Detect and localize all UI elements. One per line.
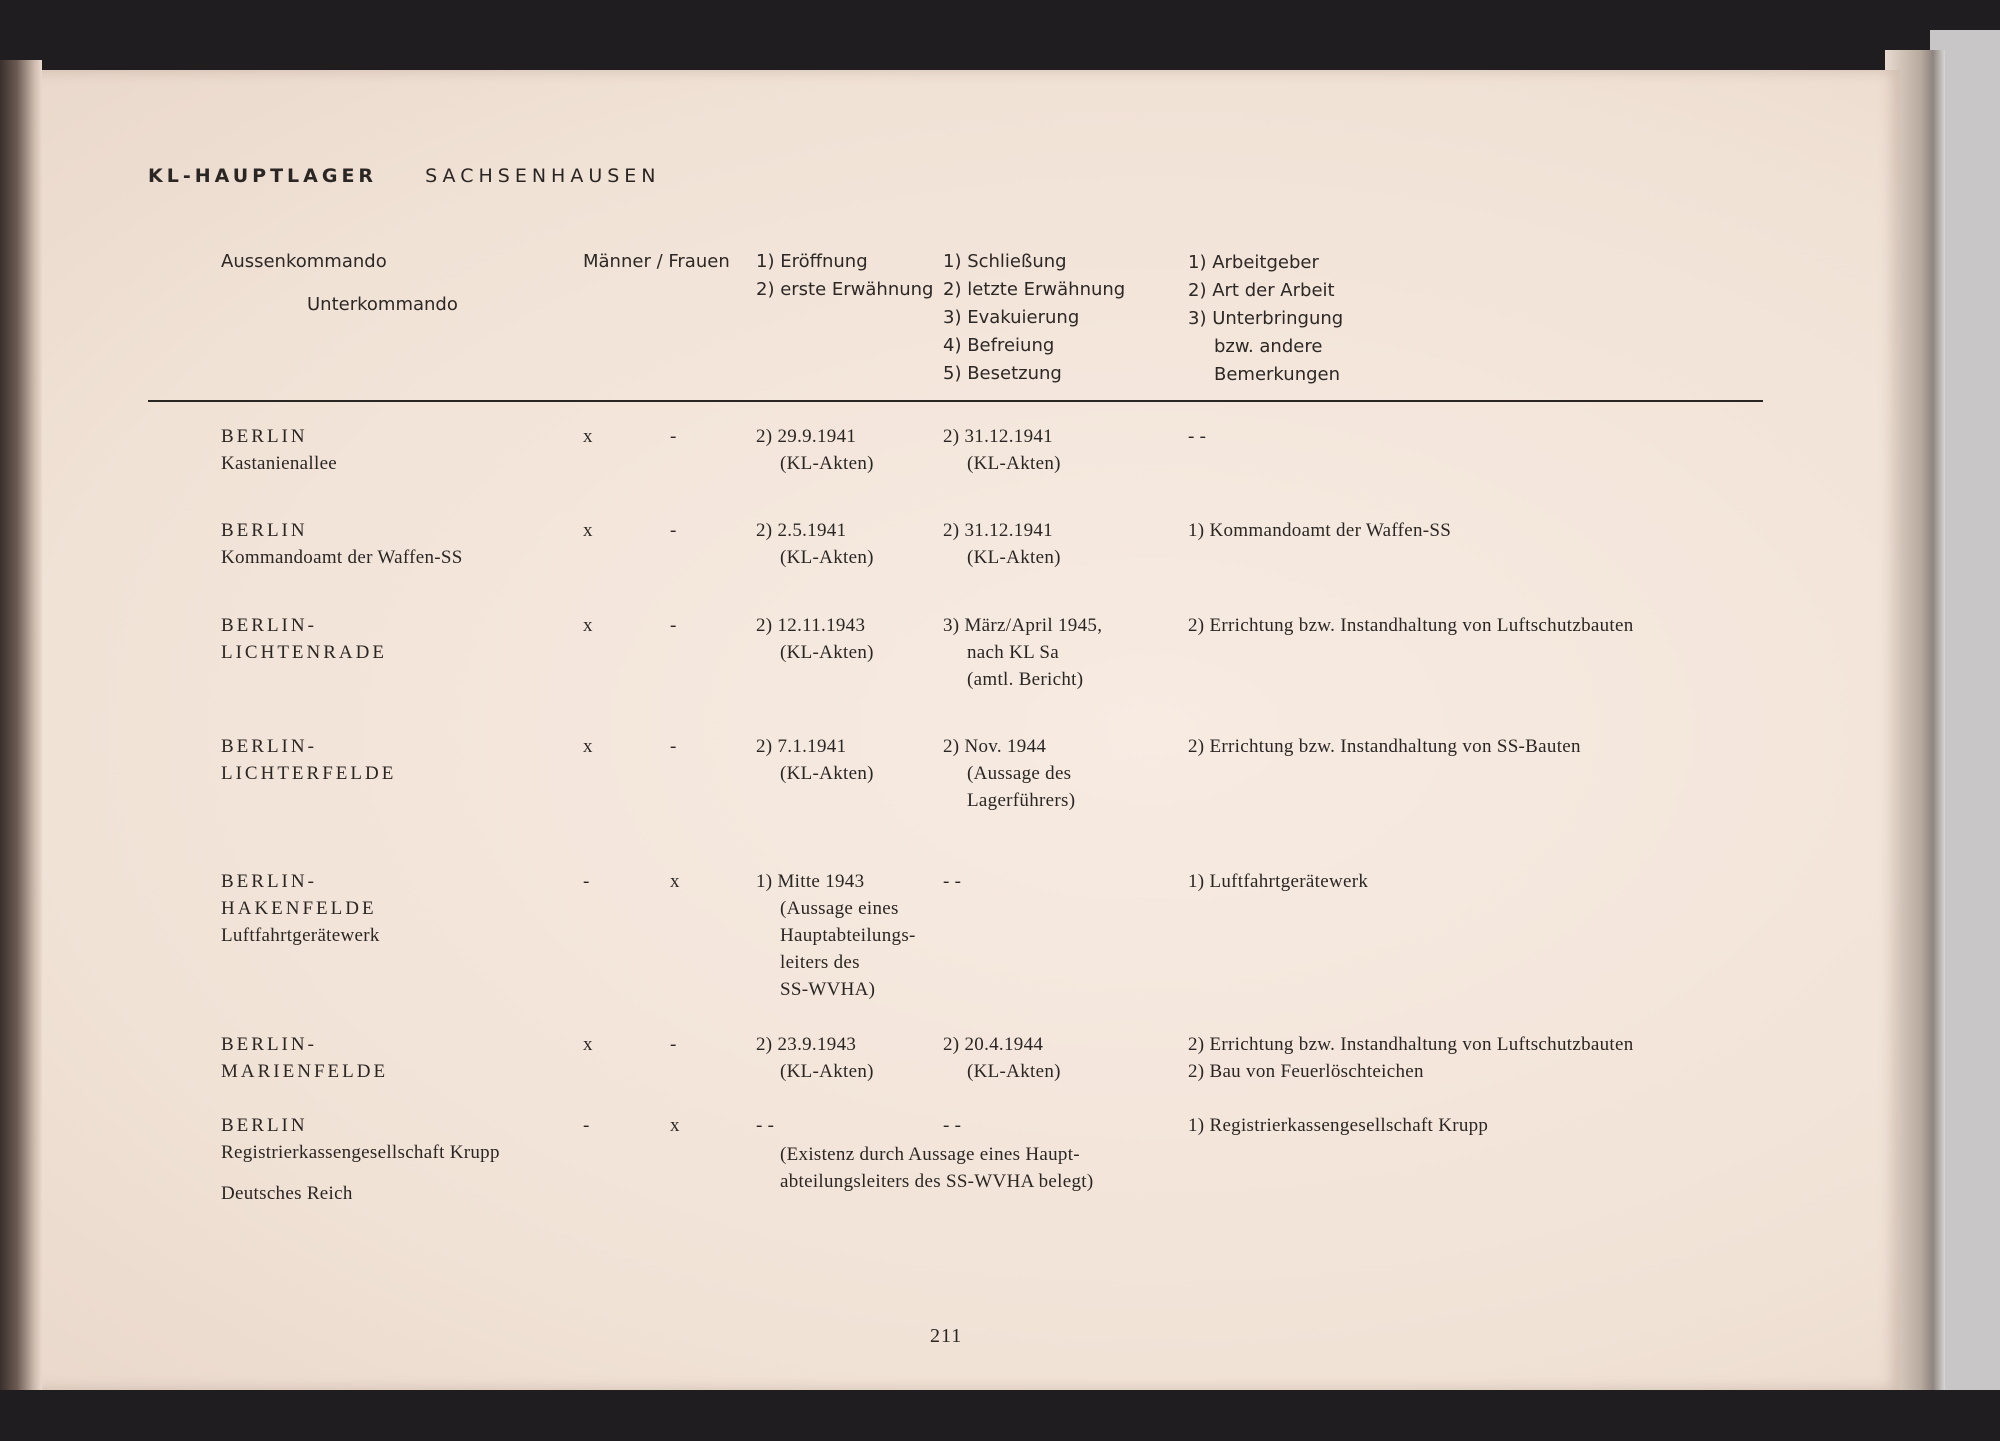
cell-name (221, 517, 463, 571)
col-eroeffnung-2: 2) erste Erwähnung (756, 279, 934, 300)
cell-close (943, 517, 1061, 571)
cell-close-line: (Aussage des (967, 763, 1072, 784)
cell-close-line: (KL-Akten) (967, 453, 1061, 474)
cell-m (583, 868, 590, 895)
page-number: 211 (930, 1325, 963, 1347)
cell-close (943, 1112, 961, 1139)
cell-m-line: - (583, 1115, 590, 1136)
cell-f-line: - (670, 1034, 677, 1055)
cell-m-line: x (583, 520, 593, 541)
cell-open (756, 517, 874, 571)
cell-name-line: Kastanienallee (221, 453, 338, 474)
col-maenner-frauen: Männer / Frauen (583, 251, 730, 272)
cell-open (756, 733, 874, 787)
cell-close (943, 612, 1102, 693)
cell-notes-line: 2) Errichtung bzw. Instandhaltung von SS-Bauten (1188, 736, 1581, 757)
cell-span-line: abteilungsleiters des SS-WVHA belegt) (780, 1171, 1094, 1192)
col-arbeitgeber-4: bzw. andere (1214, 336, 1323, 357)
cell-f (670, 517, 677, 544)
cell-close-line: Lagerführers) (967, 790, 1076, 811)
cell-f-line: - (670, 736, 677, 757)
col-schliessung-2: 2) letzte Erwähnung (943, 279, 1126, 300)
cell-close-line: - - (943, 1115, 962, 1136)
cell-name-line: BERLIN (221, 426, 308, 447)
cell-open (756, 612, 874, 666)
cell-notes-line: 1) Registrierkassengesellschaft Krupp (1188, 1115, 1489, 1136)
cell-open (756, 1112, 774, 1139)
cell-name-line: HAKENFELDE (221, 898, 377, 919)
cell-notes (1188, 1031, 1634, 1085)
header-camp-type: KL-HAUPTLAGER (148, 165, 378, 187)
cell-notes-line: 2) Errichtung bzw. Instandhaltung von Luftschutzbauten (1188, 1034, 1634, 1055)
col-eroeffnung (756, 248, 934, 304)
cell-m (583, 1112, 590, 1139)
cell-name-line: Deutsches Reich (221, 1183, 353, 1204)
book-spine (0, 60, 42, 1390)
col-arbeitgeber-3: 3) Unterbringung (1188, 308, 1344, 329)
cell-notes (1188, 868, 1368, 895)
cell-name-line: LICHTENRADE (221, 642, 387, 663)
cell-open-line: (Aussage eines (780, 898, 899, 919)
cell-close (943, 868, 961, 895)
col-eroeffnung-1: 1) Eröffnung (756, 251, 868, 272)
page-header (148, 165, 661, 187)
cell-open-line: - - (756, 1115, 775, 1136)
cell-m-line: x (583, 615, 593, 636)
cell-open-line: 2) 29.9.1941 (756, 426, 857, 447)
cell-name (221, 1031, 388, 1085)
cell-open (756, 423, 874, 477)
cell-name-line: BERLIN- (221, 871, 317, 892)
col-schliessung-4: 4) Befreiung (943, 335, 1055, 356)
header-rule (148, 400, 1763, 402)
cell-name-line: BERLIN- (221, 1034, 317, 1055)
cell-f-line: - (670, 426, 677, 447)
col-schliessung-5: 5) Besetzung (943, 363, 1062, 384)
cell-open-line: Hauptabteilungs- (780, 925, 916, 946)
cell-m (583, 612, 593, 639)
cell-open-line: (KL-Akten) (780, 547, 874, 568)
cell-f (670, 612, 677, 639)
cell-f (670, 1112, 680, 1139)
cell-f-line: x (670, 1115, 680, 1136)
cell-close-line: nach KL Sa (967, 642, 1059, 663)
cell-f (670, 1031, 677, 1058)
cell-m (583, 1031, 593, 1058)
cell-notes-line: 2) Bau von Feuerlöschteichen (1188, 1061, 1424, 1082)
cell-name-line: Kommandoamt der Waffen-SS (221, 547, 463, 568)
cell-notes (1188, 733, 1581, 760)
cell-close (943, 423, 1061, 477)
cell-name-line: Luftfahrtgerätewerk (221, 925, 380, 946)
cell-notes-line: - - (1188, 426, 1207, 447)
cell-close-line: 2) 31.12.1941 (943, 426, 1053, 447)
cell-close-line: (KL-Akten) (967, 1061, 1061, 1082)
cell-open (756, 868, 916, 1003)
cell-open (756, 1031, 874, 1085)
col-arbeitgeber-2: 2) Art der Arbeit (1188, 280, 1335, 301)
cell-open-line: 1) Mitte 1943 (756, 871, 865, 892)
cell-open-line: (KL-Akten) (780, 763, 874, 784)
cell-open-line: (KL-Akten) (780, 1061, 874, 1082)
cell-f-line: - (670, 615, 677, 636)
cell-close-line: 2) 31.12.1941 (943, 520, 1053, 541)
cell-name-line: MARIENFELDE (221, 1061, 389, 1082)
cell-m-line: x (583, 1034, 593, 1055)
cell-name (221, 423, 337, 477)
cell-f-line: x (670, 871, 680, 892)
col-arbeitgeber (1188, 249, 1343, 389)
cell-name-line: BERLIN- (221, 615, 317, 636)
cell-name-line: BERLIN (221, 520, 308, 541)
cell-m (583, 517, 593, 544)
cell-open-line: SS-WVHA) (780, 979, 876, 1000)
cell-f (670, 733, 677, 760)
cell-notes (1188, 612, 1634, 639)
cell-close (943, 733, 1075, 814)
cell-name-line: BERLIN- (221, 736, 317, 757)
cell-name-line: LICHTERFELDE (221, 763, 397, 784)
col-schliessung-1: 1) Schließung (943, 251, 1067, 272)
cell-close-line: (amtl. Bericht) (967, 669, 1084, 690)
col-arbeitgeber-1: 1) Arbeitgeber (1188, 252, 1319, 273)
cell-open-line: (KL-Akten) (780, 453, 874, 474)
cell-notes-line: 1) Kommandoamt der Waffen-SS (1188, 520, 1452, 541)
col-arbeitgeber-5: Bemerkungen (1214, 364, 1341, 385)
cell-name (221, 1112, 500, 1207)
cell-notes (1188, 423, 1206, 450)
cell-close-line: 2) 20.4.1944 (943, 1034, 1044, 1055)
cell-open-line: 2) 7.1.1941 (756, 736, 847, 757)
cell-open-line: 2) 23.9.1943 (756, 1034, 857, 1055)
cell-name-line: BERLIN (221, 1115, 308, 1136)
cell-name (221, 733, 396, 787)
header-camp-name: SACHSENHAUSEN (425, 165, 661, 187)
cell-m-line: - (583, 871, 590, 892)
cell-open-line: (KL-Akten) (780, 642, 874, 663)
cell-open-line: leiters des (780, 952, 860, 973)
cell-name-line (221, 1166, 500, 1180)
cell-close-line: 2) Nov. 1944 (943, 736, 1047, 757)
cell-notes (1188, 517, 1451, 544)
cell-name-line: Registrierkassengesellschaft Krupp (221, 1142, 500, 1163)
cell-close-line: - - (943, 871, 962, 892)
cell-close (943, 1031, 1061, 1085)
cell-f (670, 868, 680, 895)
col-schliessung (943, 248, 1125, 388)
col-schliessung-3: 3) Evakuierung (943, 307, 1080, 328)
cell-close-line: 3) März/April 1945, (943, 615, 1103, 636)
cell-m (583, 733, 593, 760)
col-aussenkommando: Aussenkommando (221, 251, 387, 272)
col-unterkommando: Unterkommando (307, 294, 458, 315)
cell-f-line: - (670, 520, 677, 541)
cell-span-note (780, 1141, 1093, 1195)
cell-open-line: 2) 2.5.1941 (756, 520, 847, 541)
cell-notes-line: 1) Luftfahrtgerätewerk (1188, 871, 1369, 892)
cell-notes-line: 2) Errichtung bzw. Instandhaltung von Luftschutzbauten (1188, 615, 1634, 636)
cell-open-line: 2) 12.11.1943 (756, 615, 866, 636)
cell-m-line: x (583, 426, 593, 447)
cell-close-line: (KL-Akten) (967, 547, 1061, 568)
cell-notes (1188, 1112, 1488, 1139)
cell-name (221, 612, 387, 666)
cell-m-line: x (583, 736, 593, 757)
cell-span-line: (Existenz durch Aussage eines Haupt- (780, 1144, 1080, 1165)
cell-name (221, 868, 380, 949)
cell-m (583, 423, 593, 450)
cell-f (670, 423, 677, 450)
